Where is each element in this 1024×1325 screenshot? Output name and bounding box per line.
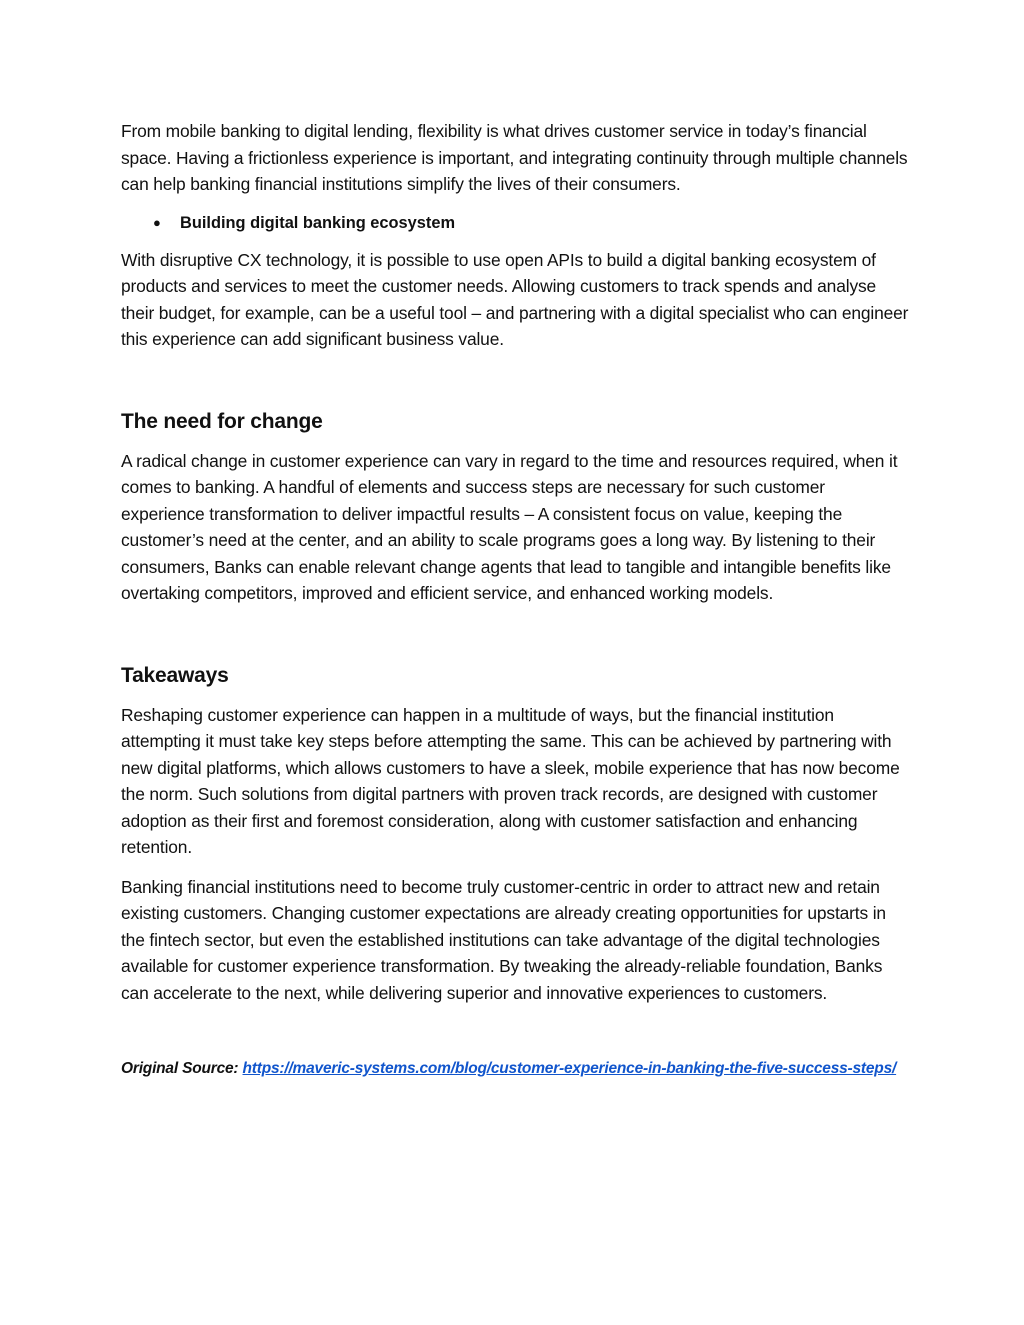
need-for-change-paragraph: A radical change in customer experience can vary in regard to the time and resources required, when it comes to banking. A handful of elements and success steps are necessary for such customer experience transformation to deliver impactful results – A consistent focus on value, keeping the customer’s need at the center, and an ability to scale programs goes a long way. By listening to their consumers, Banks can enable relevant change agents that lead to tangible and intangible benefits like overtaking competitors, improved and efficient service, and enhanced working models. (121, 450, 898, 603)
takeaways-paragraph-1: Reshaping customer experience can happen in a multitude of ways, but the financial institution attempting it must take key steps before attempting the same. This can be achieved by partnering with new digital platforms, which allows customers to have a sleek, mobile experience that has now become the norm. Such solutions from digital partners with proven track records, are designed with customer adoption as their first and foremost consideration, along with customer satisfaction and enhancing retention. (121, 704, 900, 857)
bullet-item-label: Building digital banking ecosystem (180, 213, 456, 232)
ecosystem-paragraph: With disruptive CX technology, it is possible to use open APIs to build a digital banking ecosystem of products and services to meet the customer needs. Allowing customers to track spends and analyse their budget, for example, can be a useful tool – and partnering with a digital specialist who can engineer this experience can add significant business value. (121, 249, 909, 349)
heading-need-for-change: The need for change (121, 409, 323, 433)
source-label: Original Source: (121, 1060, 239, 1077)
intro-paragraph: From mobile banking to digital lending, flexibility is what drives customer service in today’s financial space. Having a frictionless experience is important, and integrating continuity through multiple channels can help banking financial institutions simplify the lives of their consumers. (121, 121, 908, 194)
original-source-line (121, 1058, 911, 1080)
bullet-dot-icon: ● (153, 214, 161, 230)
document-page (121, 118, 911, 1080)
heading-takeaways: Takeaways (121, 663, 229, 687)
bullet-item-ecosystem (153, 211, 911, 235)
source-link[interactable]: https://maveric-systems.com/blog/customer-experience-in-banking-the-five-success-steps/ (242, 1060, 897, 1077)
takeaways-paragraph-2: Banking financial institutions need to become truly customer-centric in order to attract new and retain existing customers. Changing customer expectations are already creating opportunities for upstarts in the fintech sector, but even the established institutions can take advantage of the digital technologies available for customer experience transformation. By tweaking the already-reliable foundation, Banks can accelerate to the next, while delivering superior and innovative experiences to customers. (121, 876, 886, 1003)
